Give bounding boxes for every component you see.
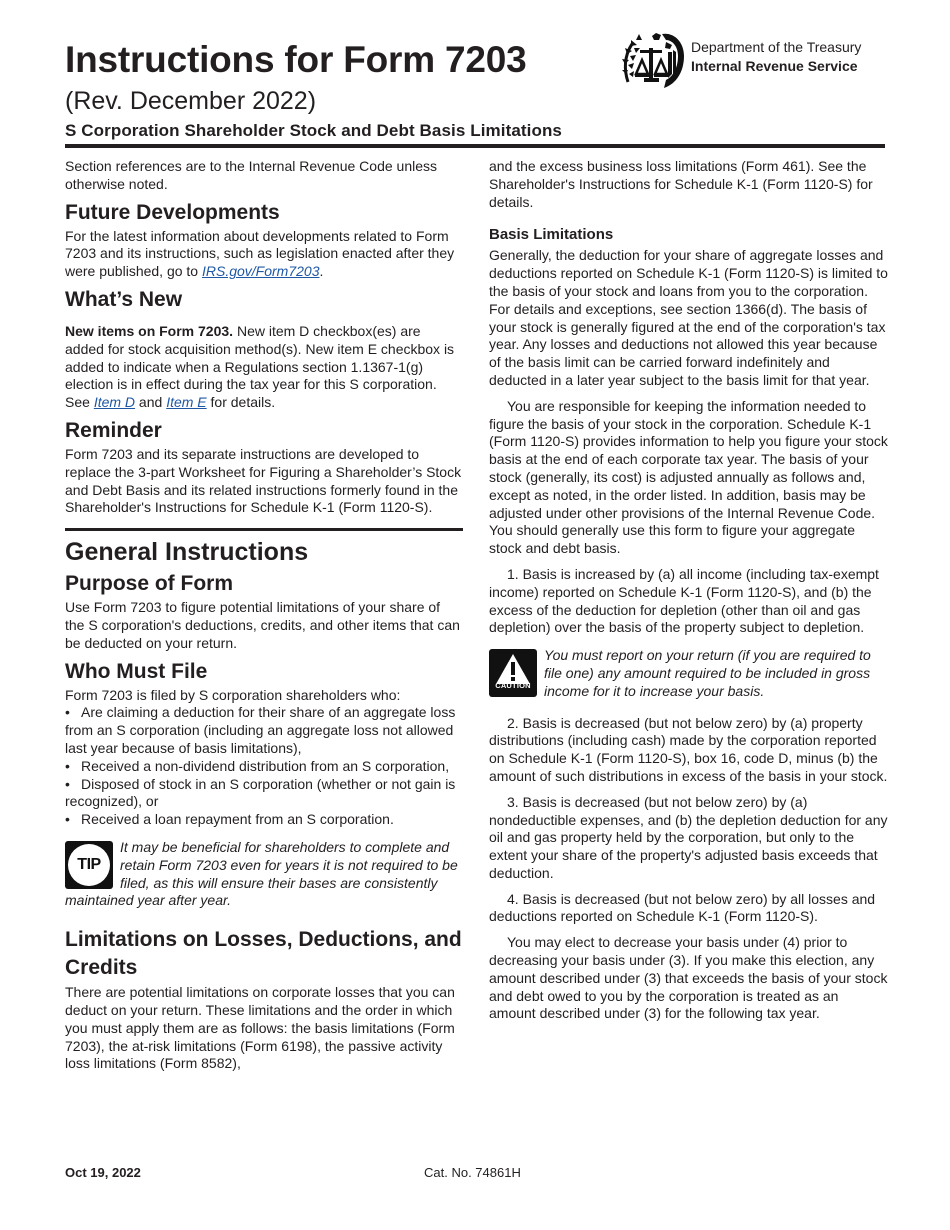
purpose-text: Use Form 7203 to figure potential limitations of your share of the S corporation's deductions, credits, and other items that can be deducted on your return.: [65, 599, 460, 651]
election-paragraph: You may elect to decrease your basis under (4) prior to decreasing your basis under (3). If you make this election, any amount described under (3) that exceeds the basis of your stock and debt owed to you by the corporation is treated as an amount described under (3) for the following tax year.: [489, 934, 888, 1022]
agency-name: [691, 38, 861, 76]
tip-icon-label: TIP: [68, 844, 110, 886]
bullet-item: • Disposed of stock in an S corporation (whether or not gain is recognized), or: [65, 775, 456, 810]
section-divider: [65, 528, 463, 531]
section-references-note: Section references are to the Internal Revenue Code unless otherwise noted.: [65, 158, 438, 192]
reminder-text: Form 7203 and its separate instructions are developed to replace the 3-part Worksheet for Figuring a Shareholder’s Stock and Debt Basis and its related instructions formerly found in the Shareholder's Instructions for Schedule K-1 (Form 1120-S).: [65, 445, 462, 516]
who-must-file-intro: Form 7203 is filed by S corporation shareholders who:: [65, 686, 401, 703]
basis-item-1: 1. Basis is increased by (a) all income (including tax-exempt income) reported on Schedule K-1 (Form 1120-S), and (b) the excess of the deduction for depletion (other than oil and gas depletion) over the basis of the property subject to depletion.: [489, 565, 879, 636]
heading-basis-limitations: Basis Limitations: [489, 226, 614, 244]
bullet-item: • Received a loan repayment from an S corporation.: [65, 811, 394, 828]
heading-whats-new: What’s New: [65, 287, 183, 311]
agency-irs: Internal Revenue Service: [691, 58, 858, 74]
basis-limitations-paragraph: Generally, the deduction for your share of aggregate losses and deductions reported on Schedule K-1 (Form 1120-S) is limited to the basis of your stock and loans from you to the corporation. For details and exceptions, see section 1366(d). The basis of your stock is generally figured at the end of the corporation's tax year. Any losses and deductions not allowed this year because of the basis limit can be carried forward indefinitely and deducted in a later year subject to the basis limit for that year.: [489, 247, 888, 388]
document-title: Instructions for Form 7203: [65, 39, 527, 80]
bullet-item: • Received a non-dividend distribution from an S corporation,: [65, 757, 450, 774]
heading-who-must-file: Who Must File: [65, 659, 208, 683]
item-e-link[interactable]: Item E: [166, 394, 207, 411]
heading-general-instructions: General Instructions: [65, 538, 309, 567]
caution-icon: [489, 649, 537, 697]
basis-item-4: 4. Basis is decreased (but not below zero) by all losses and deductions reported on Schedule K-1 (Form 1120-S).: [489, 890, 876, 925]
tip-note: [65, 839, 463, 910]
item-d-link[interactable]: Item D: [93, 394, 136, 411]
document-subtitle: S Corporation Shareholder Stock and Debt Basis Limitations: [65, 121, 562, 140]
new-items-lead: New items on Form 7203.: [65, 322, 234, 339]
bullet-icon: •: [65, 811, 70, 828]
footer-date: Oct 19, 2022: [65, 1165, 141, 1180]
bullet-icon: •: [65, 775, 70, 792]
tip-icon: [65, 841, 113, 889]
catalog-number: Cat. No. 74861H: [424, 1165, 521, 1180]
heading-future-developments: Future Developments: [65, 200, 280, 224]
heading-limitations: Limitations on Losses, Deductions, and Credits: [65, 928, 462, 980]
title-divider: [65, 144, 885, 148]
bullet-icon: •: [65, 757, 70, 774]
caution-label: CAUTION: [495, 681, 531, 691]
heading-reminder: Reminder: [65, 418, 162, 442]
future-developments-text: For the latest information about developments related to Form 7203 and its instructions, such as legislation enacted after they were published, go to IRS.gov/Form7203.: [65, 227, 455, 280]
agency-department: Department of the Treasury: [691, 39, 862, 55]
whats-new-text: New items on Form 7203. New item D checkbox(es) are added for stock acquisition method(s). New item E checkbox is added to indicate when a Regulations section 1.1367-1(g) election is in effect during the tax year for this S corporation. See Item D and Item E for details.: [65, 322, 455, 411]
irs-gov-form7203-link[interactable]: IRS.gov/Form7203: [201, 263, 320, 280]
revision-date: (Rev. December 2022): [65, 87, 317, 115]
caution-text: You must report on your return (if you are required to file one) any amount required to be included in gross income for it to increase your basis.: [544, 647, 871, 699]
bullet-icon: •: [65, 704, 70, 721]
bullet-item: • Are claiming a deduction for their share of an aggregate loss from an S corporation (including an aggregate loss not allowed last year because of basis limitations),: [65, 704, 456, 756]
irs-eagle-logo-icon: [622, 30, 686, 90]
left-column: [65, 158, 463, 1073]
basis-item-2: 2. Basis is decreased (but not below zero) by (a) property distributions (including cash) made by the corporation reported on Schedule K-1 (Form 1120-S), box 16, code D, minus (b) the amount of such distributions in excess of the basis in your stock.: [489, 714, 888, 784]
responsibility-paragraph: You are responsible for keeping the information needed to figure the basis of your stock in the corporation. Schedule K-1 (Form 1120-S) provides information to help you figure your stock basis at the end of each corporate tax year. The basis of your stock (generally, its cost) is adjusted annually as follows and, except as noted, in the order listed. In addition, basis may be adjusted under other provisions of the Internal Revenue Code. You should generally use this form to figure your aggregate stock and debt basis.: [489, 397, 888, 557]
right-column: [489, 158, 889, 1023]
tip-text: It may be beneficial for shareholders to complete and retain Form 7203 even for years it is not required to be filed, as this will ensure their bases are consistently maintained year after year.: [65, 838, 458, 909]
heading-purpose-of-form: Purpose of Form: [65, 572, 234, 596]
basis-item-3: 3. Basis is decreased (but not below zero) by (a) nondeductible expenses, and (b) the depletion deduction for any oil and gas property held by the corporation, but only to the extent your share of the property's adjusted basis exceeds that deduction.: [489, 793, 888, 881]
limitations-continued-text: and the excess business loss limitations (Form 461). See the Shareholder's Instructions for Schedule K-1 (Form 1120-S) for details.: [489, 158, 873, 210]
limitations-text: There are potential limitations on corporate losses that you can deduct on your return. These limitations and the order in which you must apply them are as follows: the basis limitations (Form 7203), the at-risk limitations (Form 6198), the passive activity loss limitations (Form 8582),: [65, 984, 455, 1072]
caution-note: [489, 647, 889, 700]
